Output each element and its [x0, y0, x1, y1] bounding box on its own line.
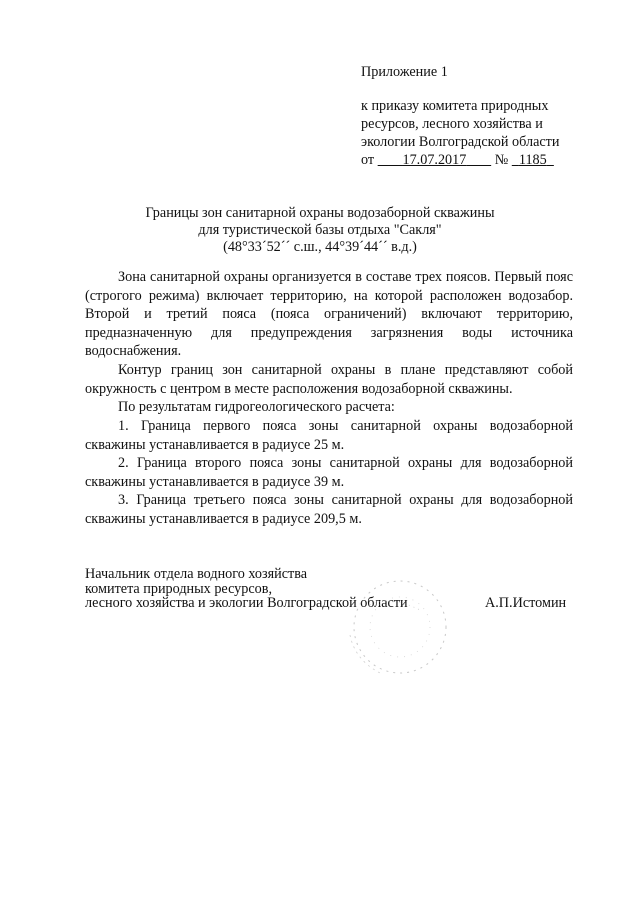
number-label: № [494, 152, 509, 168]
order-reference-line-3: экологии Волгоградской области [361, 134, 560, 150]
order-date-line [361, 152, 554, 168]
signer-name: А.П.Истомин [485, 595, 567, 611]
signer-title-line-3: лесного хозяйства и экологии Волгоградской области [85, 595, 408, 611]
paragraph-zones: Зона санитарной охраны организуется в составе трех поясов. Первый пояс (строгого режима) включает территорию, на которой расположен водозабор. Второй и третий пояса (пояса ограничений) включают территорию, предназначенную для предупреждения загрязнения воды источника водоснабжения. [85, 269, 573, 360]
document-title-line-2: для туристической базы отдыха "Сакля" [198, 222, 442, 238]
paragraph-calculation-intro: По результатам гидрогеологического расчета: [118, 399, 395, 415]
faded-stamp-icon [330, 565, 460, 685]
list-item-zone-2: 2. Граница второго пояса зоны санитарной охраны для водозаборной скважины устанавливается в радиусе 39 м. [85, 455, 573, 490]
list-item-zone-3: 3. Граница третьего пояса зоны санитарной охраны для водозаборной скважины устанавливается в радиусе 209,5 м. [85, 492, 573, 527]
order-reference-line-1: к приказу комитета природных [361, 98, 549, 114]
signer-title-line-2: комитета природных ресурсов, [85, 581, 272, 597]
order-number: 1185 [518, 152, 547, 168]
date-prefix: от [361, 152, 375, 168]
paragraph-contour: Контур границ зон санитарной охраны в плане представляют собой окружность с центром в месте расположения водозаборной скважины. [85, 362, 573, 397]
signer-title-line-1: Начальник отдела водного хозяйства [85, 566, 308, 582]
document-title-coordinates: (48°33´52´´ с.ш., 44°39´44´´ в.д.) [223, 239, 417, 255]
list-item-zone-1: 1. Граница первого пояса зоны санитарной охраны водозаборной скважины устанавливается в радиусе 25 м. [85, 418, 573, 453]
order-reference-line-2: ресурсов, лесного хозяйства и [361, 116, 543, 132]
document-title-line-1: Границы зон санитарной охраны водозаборной скважины [145, 205, 495, 221]
appendix-label: Приложение 1 [361, 64, 448, 80]
order-date: 17.07.2017 [402, 152, 467, 168]
